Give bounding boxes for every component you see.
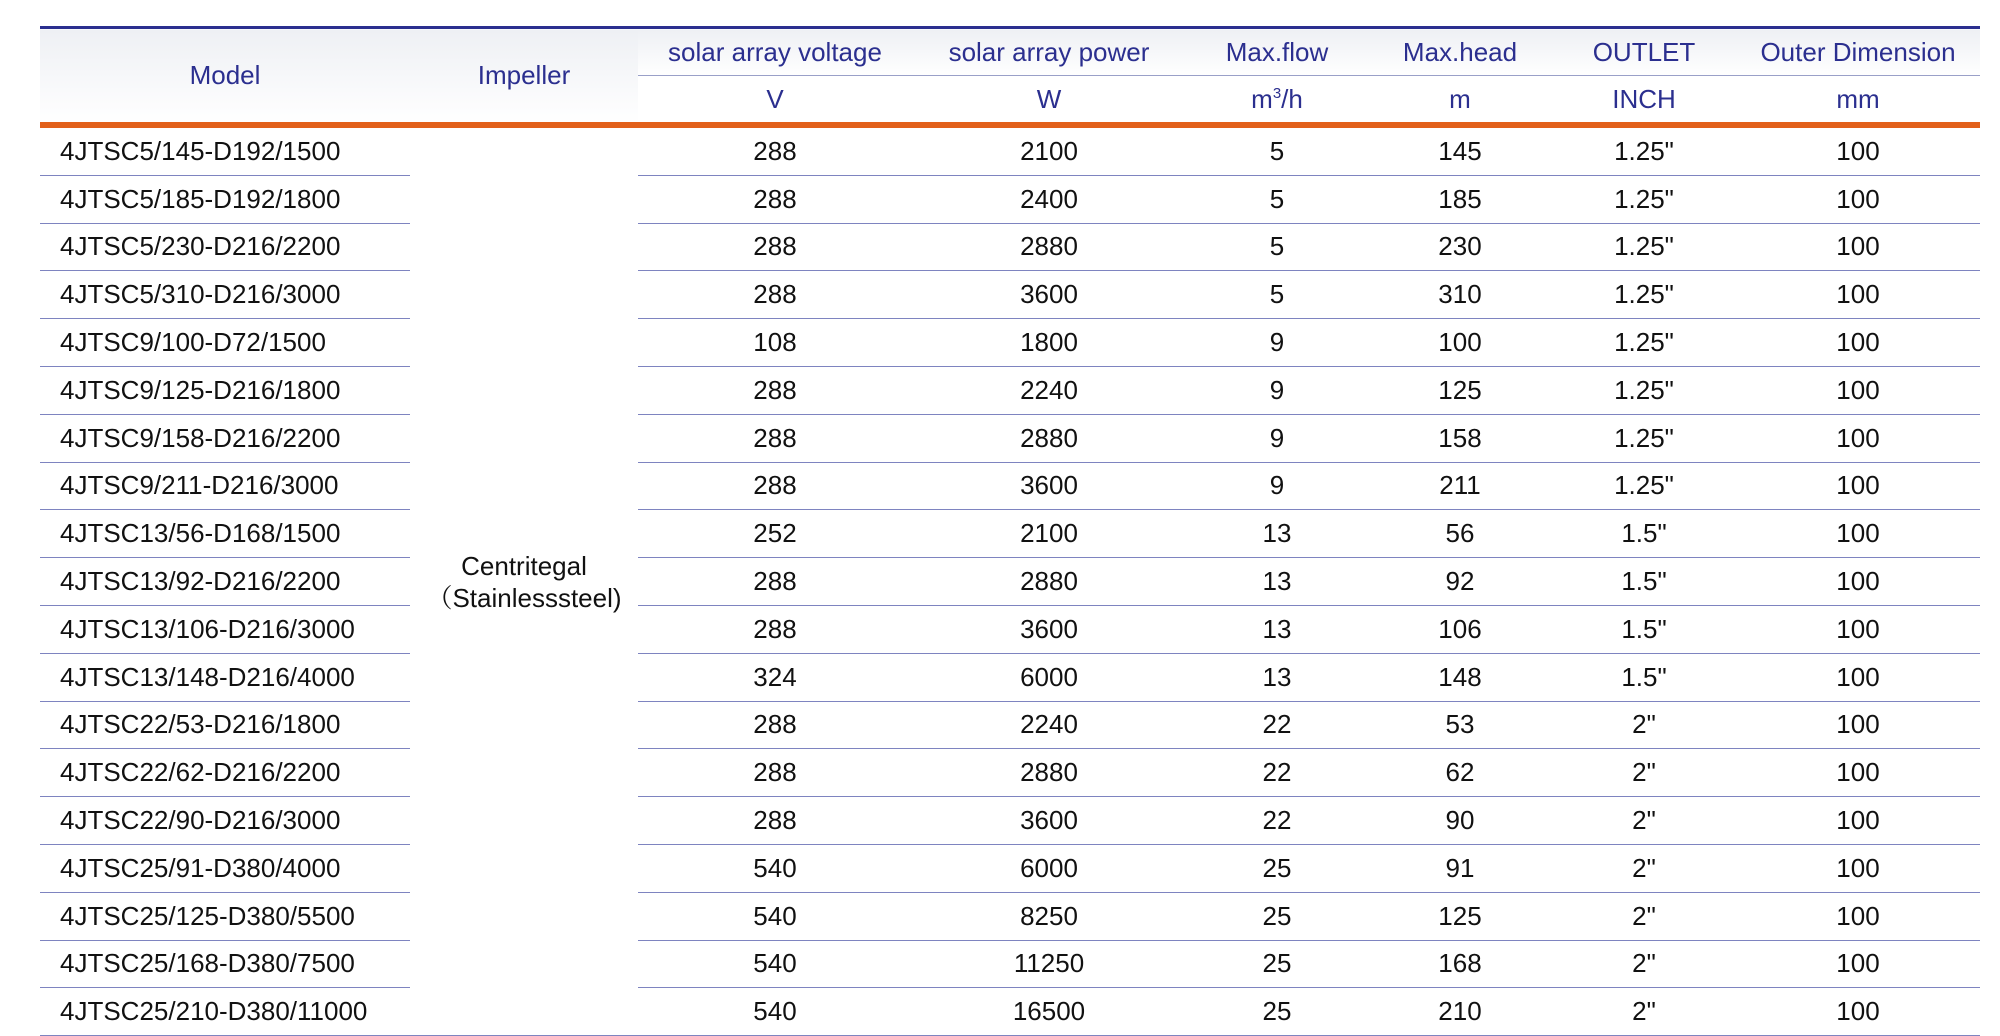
model-cell: 4JTSC13/148-D216/4000 [40, 653, 410, 701]
voltage-cell: 288 [638, 271, 912, 319]
head-cell: 148 [1368, 653, 1552, 701]
outlet-cell: 1.25" [1552, 175, 1736, 223]
voltage-cell: 108 [638, 319, 912, 367]
power-cell: 2880 [912, 414, 1186, 462]
voltage-cell: 288 [638, 797, 912, 845]
head-cell: 125 [1368, 892, 1552, 940]
power-cell: 2400 [912, 175, 1186, 223]
outlet-cell: 1.25" [1552, 125, 1736, 175]
head-cell: 53 [1368, 701, 1552, 749]
dimension-cell: 100 [1736, 558, 1980, 606]
head-cell: 145 [1368, 125, 1552, 175]
power-cell: 2880 [912, 223, 1186, 271]
power-cell: 3600 [912, 462, 1186, 510]
flow-cell: 25 [1186, 940, 1368, 988]
flow-cell: 13 [1186, 605, 1368, 653]
voltage-cell: 540 [638, 892, 912, 940]
unit-head: m [1368, 76, 1552, 126]
model-cell: 4JTSC5/310-D216/3000 [40, 271, 410, 319]
unit-voltage: V [638, 76, 912, 126]
model-cell: 4JTSC5/230-D216/2200 [40, 223, 410, 271]
column-header-head: Max.head [1368, 28, 1552, 76]
column-header-model: Model [40, 28, 410, 126]
flow-cell: 13 [1186, 558, 1368, 606]
column-header-impeller: Impeller [410, 28, 638, 126]
voltage-cell: 288 [638, 701, 912, 749]
model-cell: 4JTSC25/91-D380/4000 [40, 844, 410, 892]
model-cell: 4JTSC22/62-D216/2200 [40, 749, 410, 797]
flow-cell: 25 [1186, 892, 1368, 940]
table-row [40, 366, 1980, 414]
outlet-cell: 2" [1552, 988, 1736, 1036]
outlet-cell: 1.25" [1552, 271, 1736, 319]
flow-cell: 25 [1186, 844, 1368, 892]
table-row [40, 653, 1980, 701]
power-cell: 3600 [912, 271, 1186, 319]
head-cell: 125 [1368, 366, 1552, 414]
table-body [40, 125, 1980, 1036]
power-cell: 3600 [912, 797, 1186, 845]
dimension-cell: 100 [1736, 319, 1980, 367]
column-header-dimension: Outer Dimension [1736, 28, 1980, 76]
table-row [40, 125, 1980, 175]
head-cell: 100 [1368, 319, 1552, 367]
table-row [40, 797, 1980, 845]
power-cell: 3600 [912, 605, 1186, 653]
power-cell: 2100 [912, 125, 1186, 175]
head-cell: 158 [1368, 414, 1552, 462]
table-row [40, 749, 1980, 797]
outlet-cell: 1.25" [1552, 366, 1736, 414]
outlet-cell: 2" [1552, 844, 1736, 892]
dimension-cell: 100 [1736, 414, 1980, 462]
power-cell: 2240 [912, 366, 1186, 414]
dimension-cell: 100 [1736, 223, 1980, 271]
column-header-outlet: OUTLET [1552, 28, 1736, 76]
power-cell: 2880 [912, 749, 1186, 797]
unit-flow [1186, 76, 1368, 126]
voltage-cell: 288 [638, 749, 912, 797]
model-cell: 4JTSC25/168-D380/7500 [40, 940, 410, 988]
dimension-cell: 100 [1736, 462, 1980, 510]
outlet-cell: 1.5" [1552, 653, 1736, 701]
flow-cell: 13 [1186, 510, 1368, 558]
dimension-cell: 100 [1736, 940, 1980, 988]
table-row [40, 558, 1980, 606]
impeller-cell [410, 125, 638, 1036]
outlet-cell: 2" [1552, 701, 1736, 749]
head-cell: 168 [1368, 940, 1552, 988]
table-row [40, 510, 1980, 558]
model-cell: 4JTSC9/100-D72/1500 [40, 319, 410, 367]
voltage-cell: 288 [638, 414, 912, 462]
voltage-cell: 288 [638, 558, 912, 606]
voltage-cell: 540 [638, 988, 912, 1036]
head-cell: 106 [1368, 605, 1552, 653]
table-row [40, 462, 1980, 510]
voltage-cell: 288 [638, 125, 912, 175]
power-cell: 16500 [912, 988, 1186, 1036]
head-cell: 90 [1368, 797, 1552, 845]
power-cell: 1800 [912, 319, 1186, 367]
unit-power: W [912, 76, 1186, 126]
voltage-cell: 288 [638, 223, 912, 271]
outlet-cell: 1.5" [1552, 510, 1736, 558]
voltage-cell: 324 [638, 653, 912, 701]
table-row [40, 223, 1980, 271]
dimension-cell: 100 [1736, 844, 1980, 892]
head-cell: 210 [1368, 988, 1552, 1036]
power-cell: 2240 [912, 701, 1186, 749]
flow-cell: 9 [1186, 462, 1368, 510]
dimension-cell: 100 [1736, 605, 1980, 653]
power-cell: 8250 [912, 892, 1186, 940]
model-cell: 4JTSC13/106-D216/3000 [40, 605, 410, 653]
outlet-cell: 1.25" [1552, 462, 1736, 510]
model-cell: 4JTSC9/125-D216/1800 [40, 366, 410, 414]
flow-cell: 13 [1186, 653, 1368, 701]
dimension-cell: 100 [1736, 749, 1980, 797]
power-cell: 6000 [912, 653, 1186, 701]
table-row [40, 319, 1980, 367]
unit-dimension: mm [1736, 76, 1980, 126]
model-cell: 4JTSC25/125-D380/5500 [40, 892, 410, 940]
power-cell: 11250 [912, 940, 1186, 988]
outlet-cell: 1.25" [1552, 414, 1736, 462]
voltage-cell: 288 [638, 462, 912, 510]
flow-cell: 5 [1186, 125, 1368, 175]
flow-cell: 25 [1186, 988, 1368, 1036]
flow-cell: 9 [1186, 414, 1368, 462]
table-row [40, 988, 1980, 1036]
dimension-cell: 100 [1736, 125, 1980, 175]
model-cell: 4JTSC13/92-D216/2200 [40, 558, 410, 606]
table-row [40, 605, 1980, 653]
table-row [40, 892, 1980, 940]
dimension-cell: 100 [1736, 653, 1980, 701]
flow-cell: 22 [1186, 701, 1368, 749]
column-header-power: solar array power [912, 28, 1186, 76]
unit-flow-base: m [1251, 83, 1273, 114]
model-cell: 4JTSC9/158-D216/2200 [40, 414, 410, 462]
voltage-cell: 288 [638, 175, 912, 223]
dimension-cell: 100 [1736, 271, 1980, 319]
outlet-cell: 1.5" [1552, 558, 1736, 606]
outlet-cell: 1.25" [1552, 319, 1736, 367]
dimension-cell: 100 [1736, 175, 1980, 223]
table-row [40, 414, 1980, 462]
voltage-cell: 252 [638, 510, 912, 558]
power-cell: 2880 [912, 558, 1186, 606]
voltage-cell: 540 [638, 844, 912, 892]
flow-cell: 22 [1186, 749, 1368, 797]
flow-cell: 5 [1186, 223, 1368, 271]
impeller-line-1: Centritegal [461, 550, 587, 581]
flow-cell: 9 [1186, 319, 1368, 367]
dimension-cell: 100 [1736, 797, 1980, 845]
table-row [40, 271, 1980, 319]
impeller-line-2: （Stainlesssteel) [426, 582, 622, 613]
model-cell: 4JTSC25/210-D380/11000 [40, 988, 410, 1036]
table-row [40, 701, 1980, 749]
outlet-cell: 1.5" [1552, 605, 1736, 653]
model-cell: 4JTSC13/56-D168/1500 [40, 510, 410, 558]
table-row [40, 175, 1980, 223]
voltage-cell: 288 [638, 605, 912, 653]
unit-outlet: INCH [1552, 76, 1736, 126]
head-cell: 62 [1368, 749, 1552, 797]
head-cell: 211 [1368, 462, 1552, 510]
voltage-cell: 540 [638, 940, 912, 988]
table-row [40, 940, 1980, 988]
flow-cell: 5 [1186, 271, 1368, 319]
head-cell: 92 [1368, 558, 1552, 606]
model-cell: 4JTSC5/185-D192/1800 [40, 175, 410, 223]
outlet-cell: 1.25" [1552, 223, 1736, 271]
model-cell: 4JTSC9/211-D216/3000 [40, 462, 410, 510]
dimension-cell: 100 [1736, 366, 1980, 414]
model-cell: 4JTSC5/145-D192/1500 [40, 125, 410, 175]
power-cell: 6000 [912, 844, 1186, 892]
model-cell: 4JTSC22/53-D216/1800 [40, 701, 410, 749]
table-row [40, 844, 1980, 892]
pump-spec-table [40, 26, 1980, 1036]
head-cell: 230 [1368, 223, 1552, 271]
dimension-cell: 100 [1736, 701, 1980, 749]
dimension-cell: 100 [1736, 892, 1980, 940]
head-cell: 56 [1368, 510, 1552, 558]
outlet-cell: 2" [1552, 892, 1736, 940]
flow-cell: 9 [1186, 366, 1368, 414]
flow-cell: 22 [1186, 797, 1368, 845]
column-header-voltage: solar array voltage [638, 28, 912, 76]
voltage-cell: 288 [638, 366, 912, 414]
outlet-cell: 2" [1552, 749, 1736, 797]
column-header-flow: Max.flow [1186, 28, 1368, 76]
outlet-cell: 2" [1552, 797, 1736, 845]
model-cell: 4JTSC22/90-D216/3000 [40, 797, 410, 845]
head-cell: 310 [1368, 271, 1552, 319]
unit-flow-superscript: 3 [1272, 84, 1282, 102]
outlet-cell: 2" [1552, 940, 1736, 988]
flow-cell: 5 [1186, 175, 1368, 223]
power-cell: 2100 [912, 510, 1186, 558]
head-cell: 91 [1368, 844, 1552, 892]
unit-flow-tail: /h [1281, 83, 1303, 114]
head-cell: 185 [1368, 175, 1552, 223]
table-header [40, 28, 1980, 126]
dimension-cell: 100 [1736, 510, 1980, 558]
dimension-cell: 100 [1736, 988, 1980, 1036]
